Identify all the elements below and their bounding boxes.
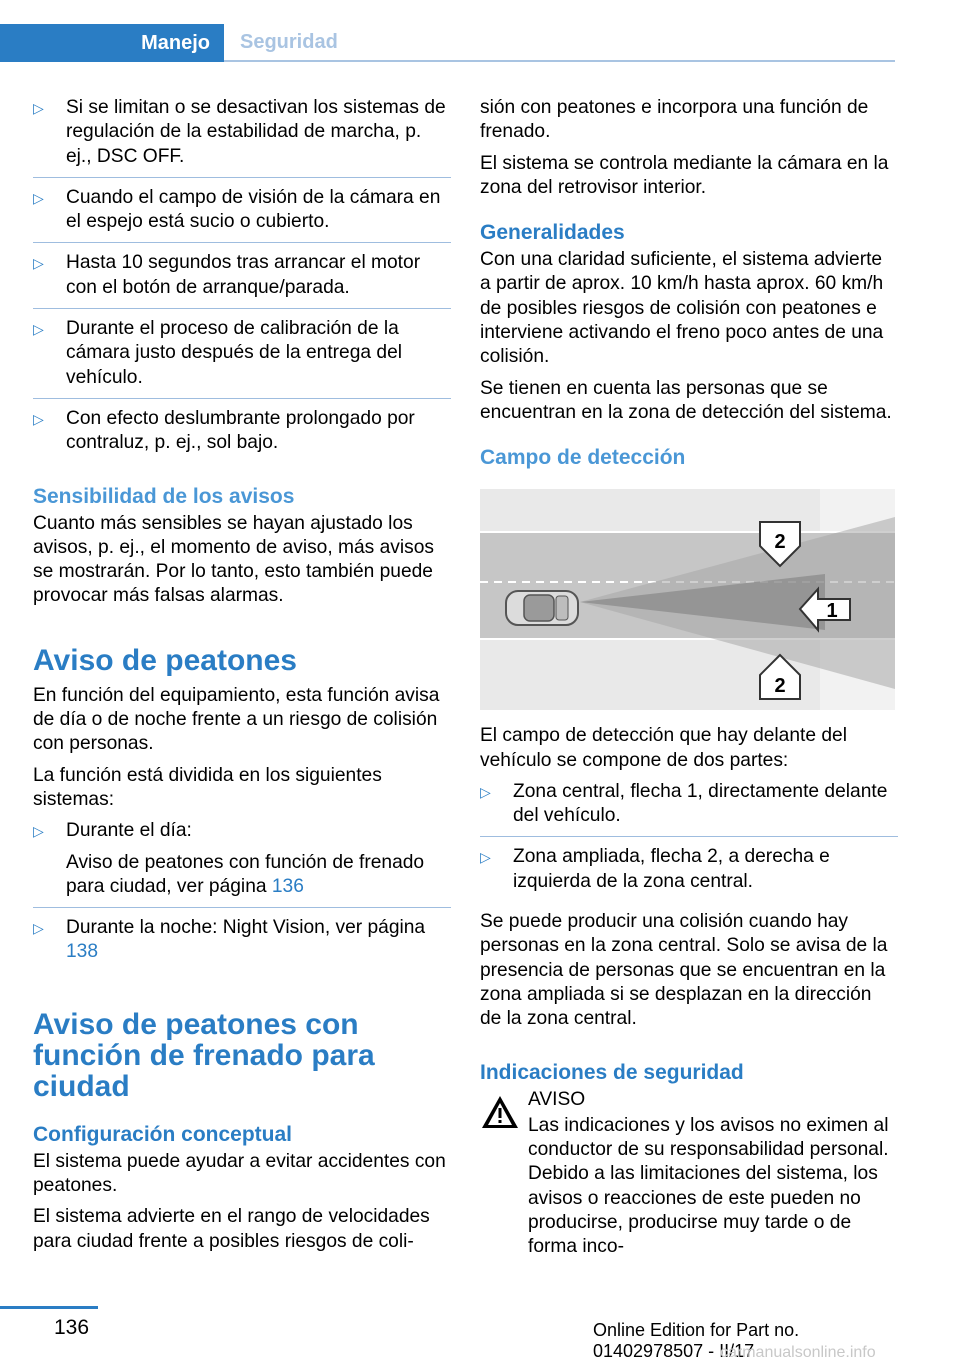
- detection-field-illustration: [480, 489, 895, 710]
- heading-aviso-peatones: Aviso de peatones: [33, 643, 297, 677]
- heading-configuracion: Configuración conceptual: [33, 1122, 293, 1146]
- footer-rule: [0, 1306, 98, 1309]
- right-column: [480, 96, 898, 1260]
- list-item: ▷ Durante el día: Aviso de peatones con función de frenado para ciudad, ver página 136: [33, 819, 451, 908]
- paragraph: La función está dividida en los siguientes sistemas:: [33, 764, 382, 810]
- edition-note: Online Edition for Part no. 01402978507 - II/17: [593, 1320, 800, 1361]
- paragraph: El sistema se controla mediante la cámara en la zona del retrovisor interior.: [480, 152, 889, 198]
- paragraph: sión con peatones e incorpora una función de frenado.: [480, 97, 869, 143]
- list-item: ▷ Cuando el campo de visión de la cámara en el espejo está sucio o cubierto.: [33, 186, 451, 244]
- tab-seguridad[interactable]: Seguridad: [240, 30, 338, 53]
- heading-sensibilidad: Sensibilidad de los avisos: [33, 484, 295, 508]
- list-item: ▷ Zona ampliada, flecha 2, a derecha e izquierda de la zona central.: [480, 846, 830, 892]
- limitations-list: [33, 96, 451, 464]
- list-item: ▷ Si se limitan o se desactivan los sistemas de regulación de la estabilidad de marcha, p. ej., DSC OFF.: [33, 96, 451, 178]
- list-item: ▷ Durante la noche: Night Vision, ver página 138: [33, 917, 426, 963]
- triangle-bullet-icon: ▷: [33, 823, 44, 840]
- systems-list: [33, 819, 451, 972]
- paragraph: Se tienen en cuenta las personas que se encuentran en la zona de detección del sistema.: [480, 377, 892, 423]
- car-icon: [506, 591, 578, 625]
- list-item: ▷ Durante el proceso de calibración de la cámara justo después de la entrega del vehículo.: [33, 317, 451, 399]
- triangle-bullet-icon: ▷: [33, 189, 44, 206]
- heading-frenado-ciudad: Aviso de peatones con función de frenado para ciudad: [33, 1007, 375, 1103]
- warning-title: AVISO: [528, 1088, 586, 1110]
- paragraph: En función del equipamiento, esta función avisa de día o de noche frente a un riesgo de colisión con personas.: [33, 684, 440, 755]
- page-number: 136: [54, 1316, 90, 1339]
- paragraph: Con una claridad suficiente, el sistema advierte a partir de aprox. 10 km/h hasta aprox. 60 km/h de posibles riesgos de colisión con peatones e interviene activando el freno poco antes de una colisión.: [480, 249, 884, 368]
- paragraph: Cuanto más sensibles se hayan ajustado los avisos, p. ej., el momento de aviso, más avisos se mostrarán. Por lo tanto, esto también puede provocar más falsas alarmas.: [33, 512, 434, 607]
- triangle-bullet-icon: ▷: [33, 920, 44, 937]
- triangle-bullet-icon: ▷: [33, 255, 44, 272]
- heading-generalidades: Generalidades: [480, 221, 625, 245]
- watermark: carmanualsonline.info: [720, 1344, 876, 1361]
- triangle-bullet-icon: ▷: [33, 321, 44, 338]
- triangle-bullet-icon: ▷: [33, 100, 44, 116]
- warning-triangle-icon: [480, 1094, 520, 1130]
- page-link-136[interactable]: 136: [271, 875, 304, 897]
- heading-seguridad: Indicaciones de seguridad: [480, 1060, 744, 1084]
- list-item: ▷ Hasta 10 segundos tras arrancar el motor con el botón de arranque/parada.: [33, 251, 451, 309]
- paragraph: El campo de detección que hay delante del vehículo se compone de dos partes:: [480, 725, 847, 771]
- list-item: ▷ Con efecto deslumbrante prolongado por contraluz, p. ej., sol bajo.: [33, 407, 415, 454]
- svg-text:2: 2: [774, 531, 786, 554]
- tab-underline: [224, 60, 895, 62]
- svg-text:1: 1: [826, 600, 838, 623]
- paragraph: El sistema advierte en el rango de velocidades para ciudad frente a posibles riesgos de coli-: [33, 1206, 430, 1252]
- warning-block: [480, 1088, 898, 1112]
- left-column: [33, 96, 451, 1261]
- list-item: ▷ Zona central, flecha 1, directamente delante del vehículo.: [480, 780, 898, 838]
- warning-text-first: Las indicaciones y los avisos no eximen al conductor de su responsabilidad personal. Debido a las limitaciones del sistema, los avisos o reacciones de este pueden no producirse, producirse muy tarde o de forma inco-: [528, 1114, 889, 1258]
- tab-manejo[interactable]: Manejo: [0, 24, 224, 62]
- triangle-bullet-icon: ▷: [480, 849, 491, 866]
- paragraph: El sistema puede ayudar a evitar accidentes con peatones.: [33, 1150, 446, 1197]
- paragraph: Se puede producir una colisión cuando hay personas en la zona central. Solo se avisa de la presencia de personas que se encuentran en la zona ampliada si se desplazan en la dirección de la zona central.: [480, 911, 888, 1030]
- zones-list: [480, 780, 898, 902]
- triangle-bullet-icon: ▷: [33, 410, 44, 427]
- chapter-tabs: [0, 24, 895, 62]
- page-link-138[interactable]: 138: [66, 941, 99, 963]
- triangle-bullet-icon: ▷: [480, 783, 491, 800]
- svg-text:2: 2: [774, 675, 786, 698]
- heading-campo-deteccion: Campo de detección: [480, 446, 686, 470]
